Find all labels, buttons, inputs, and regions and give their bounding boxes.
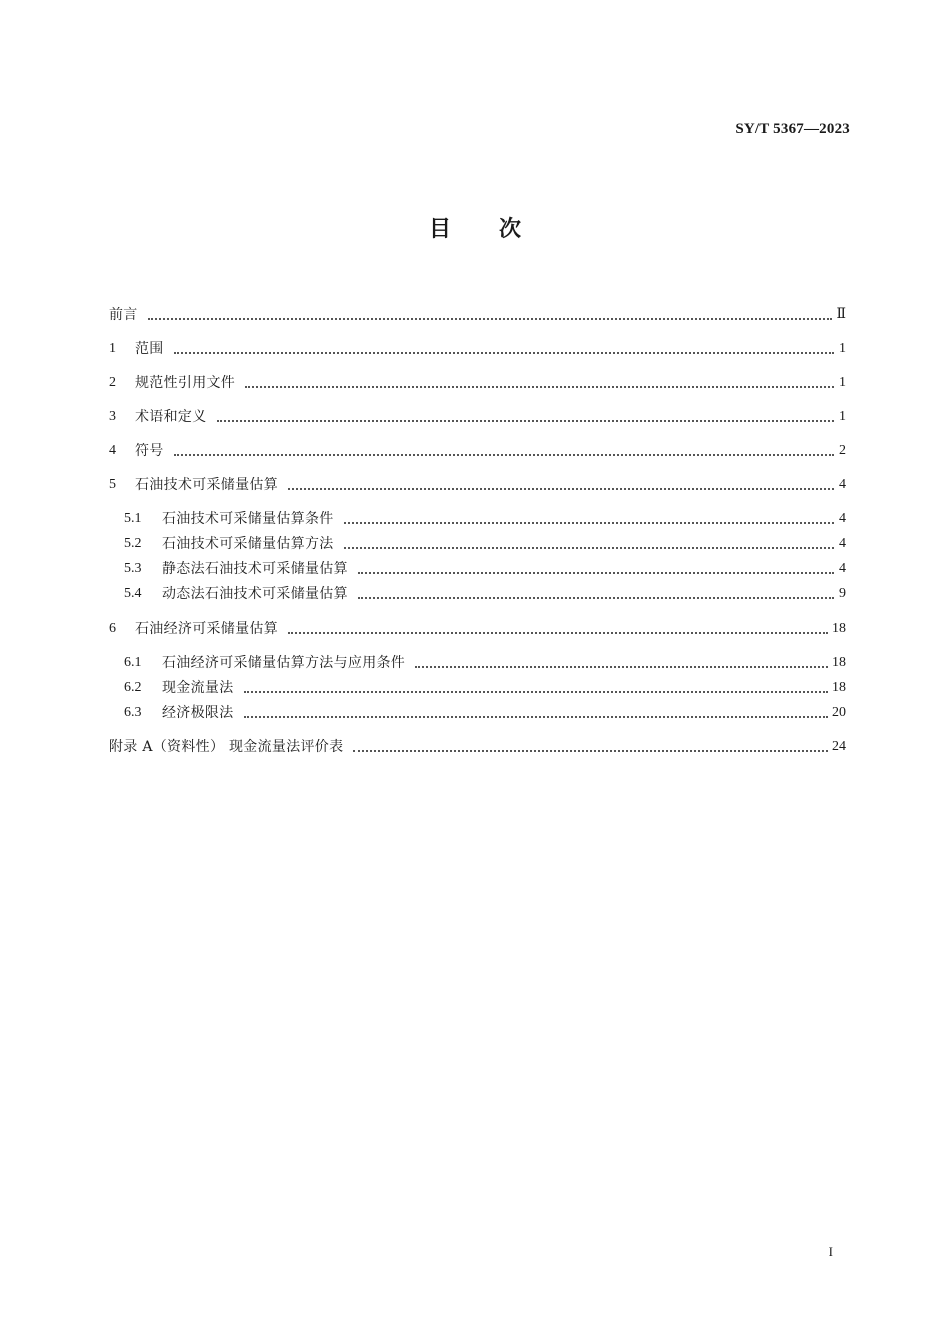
dot-leader (358, 571, 834, 574)
toc-entry-number: 5.1 (124, 511, 142, 526)
standard-code: SY/T 5367—2023 (735, 121, 850, 137)
toc-entry-number: 6.1 (124, 655, 142, 670)
toc-entry-label: 现金流量法 (162, 680, 234, 696)
page-number: I (828, 1244, 833, 1259)
toc-entry-page: 1 (839, 409, 846, 424)
toc-entry-4[interactable] (109, 441, 846, 461)
dot-leader (244, 715, 829, 718)
toc-entry-label: 范围 (135, 341, 164, 357)
toc-entry-label: 经济极限法 (162, 705, 234, 721)
toc-entry-label: 石油技术可采储量估算方法 (162, 536, 334, 552)
toc-entry-6-3[interactable] (124, 703, 846, 723)
toc-entry-1[interactable] (109, 339, 846, 359)
toc-entry-label: 符号 (135, 443, 164, 459)
dot-leader (217, 419, 835, 422)
dot-leader (415, 665, 828, 668)
dot-leader (344, 546, 834, 549)
dot-leader (148, 317, 833, 320)
toc-entry-number: 5 (109, 477, 116, 492)
toc-entry-number: 4 (109, 443, 116, 458)
toc-entry-number: 6.2 (124, 680, 142, 695)
toc-entry-number: 1 (109, 341, 116, 356)
toc-entry-5-1[interactable] (124, 509, 846, 529)
toc-entry-page: 4 (839, 561, 846, 576)
toc-entry-label: 石油技术可采储量估算 (135, 477, 278, 493)
toc-entry-number: 6 (109, 621, 116, 636)
toc-entry-label: 石油经济可采储量估算 (135, 621, 278, 637)
toc-entry-5-3[interactable] (124, 559, 846, 579)
toc-entry-page: 4 (839, 477, 846, 492)
toc-entry-number: 3 (109, 409, 116, 424)
toc-entry-number: 6.3 (124, 705, 142, 720)
toc-entry-6-1[interactable] (124, 653, 846, 673)
dot-leader (353, 749, 828, 752)
dot-leader (288, 631, 828, 634)
toc-entry-page: Ⅱ (836, 307, 846, 322)
toc-entry-foreword[interactable] (109, 305, 846, 325)
toc-entry-label: 静态法石油技术可采储量估算 (162, 561, 348, 577)
dot-leader (174, 453, 834, 456)
toc-entry-label: 规范性引用文件 (135, 375, 236, 391)
dot-leader (244, 690, 829, 693)
dot-leader (288, 487, 834, 490)
toc-entry-number: 5.4 (124, 586, 142, 601)
toc-entry-5-2[interactable] (124, 534, 846, 554)
toc-entry-page: 24 (832, 739, 846, 754)
toc-entry-page: 18 (832, 680, 846, 695)
toc-entry-page: 1 (839, 341, 846, 356)
toc-entry-label: 前言 (109, 307, 138, 323)
toc-entry-6-2[interactable] (124, 678, 846, 698)
toc-entry-page: 20 (832, 705, 846, 720)
toc-entry-label: 动态法石油技术可采储量估算 (162, 586, 348, 602)
toc-entry-number: 5.3 (124, 561, 142, 576)
toc-title-char-1: 目 (428, 217, 451, 242)
toc-entry-page: 9 (839, 586, 846, 601)
toc-entry-page: 4 (839, 536, 846, 551)
toc-entry-page: 1 (839, 375, 846, 390)
toc-entry-page: 4 (839, 511, 846, 526)
toc-entry-appendix-a[interactable] (109, 737, 846, 757)
toc-entry-label: 附录 A（资料性） 现金流量法评价表 (109, 739, 344, 755)
dot-leader (174, 351, 834, 354)
dot-leader (358, 596, 834, 599)
toc-entry-3[interactable] (109, 407, 846, 427)
toc-entry-number: 2 (109, 375, 116, 390)
toc-entry-2[interactable] (109, 373, 846, 393)
toc-title-char-2: 次 (499, 217, 522, 242)
toc-entry-label: 石油经济可采储量估算方法与应用条件 (162, 655, 406, 671)
toc-entry-page: 18 (832, 621, 846, 636)
toc-entry-page: 2 (839, 443, 846, 458)
toc-entry-5-4[interactable] (124, 584, 846, 604)
dot-leader (344, 521, 834, 524)
toc-entry-6[interactable] (109, 619, 846, 639)
toc-entry-5[interactable] (109, 475, 846, 495)
toc-entry-number: 5.2 (124, 536, 142, 551)
toc-entry-label: 石油技术可采储量估算条件 (162, 511, 334, 527)
toc-entry-label: 术语和定义 (135, 409, 207, 425)
dot-leader (245, 385, 834, 388)
toc-entry-page: 18 (832, 655, 846, 670)
